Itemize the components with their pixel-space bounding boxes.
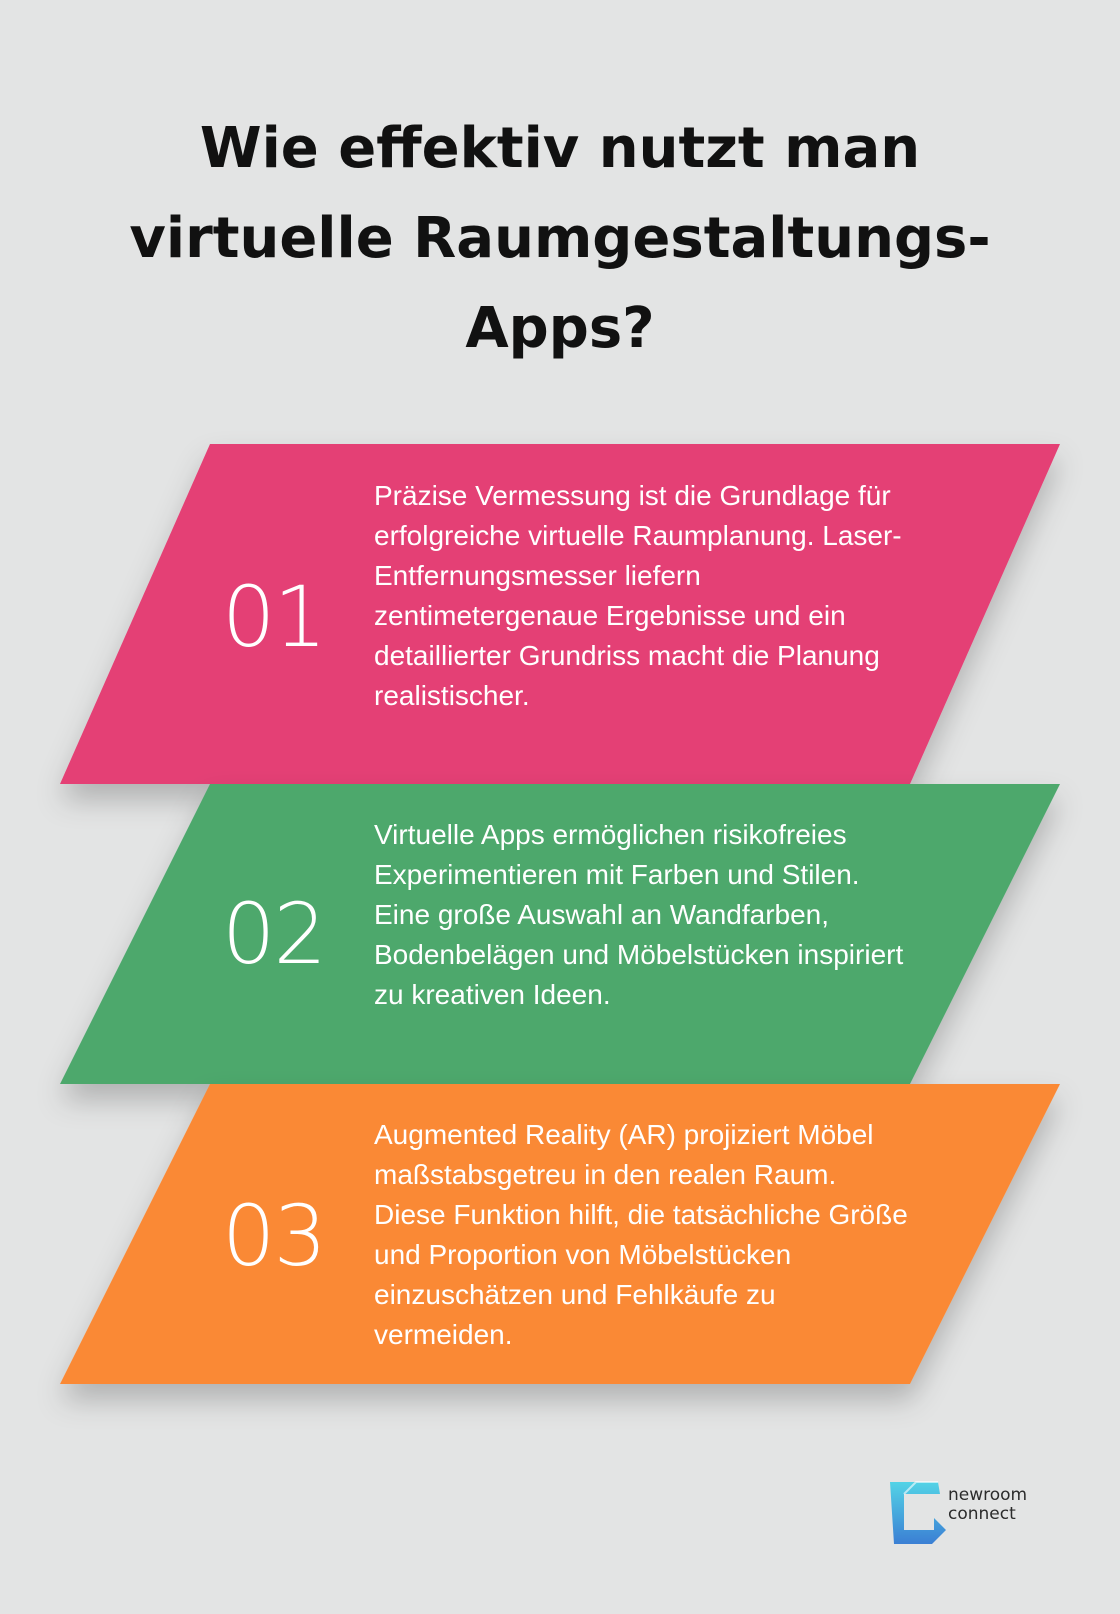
page-title: Wie effektiv nutzt man virtuelle Raumgestaltungs-Apps? <box>129 116 991 361</box>
step-description: Präzise Vermessung ist die Grundlage für erfolgreiche virtuelle Raumplanung. Laser-Entfernungsmesser liefern zentimetergenaue Ergebnisse und ein detaillierter Grundriss macht die Planung realistischer. <box>374 480 902 711</box>
step-card-02 <box>60 784 1060 1084</box>
logo-wordmark <box>948 1486 1027 1524</box>
step-number: 03 <box>222 1187 325 1285</box>
step-card-03 <box>60 1084 1060 1384</box>
logo-line-1: newroom <box>948 1485 1028 1505</box>
logo-line-2: connect <box>948 1504 1016 1524</box>
step-number: 02 <box>222 885 325 983</box>
step-description: Augmented Reality (AR) projiziert Möbel maßstabsgetreu in den realen Raum. Diese Funktion hilft, die tatsächliche Größe und Proportion von Möbelstücken einzuschätzen und Fehlkäufe zu vermeiden. <box>374 1119 908 1350</box>
step-card-01 <box>60 444 1060 784</box>
step-number: 01 <box>222 568 325 666</box>
brand-logo <box>888 1478 1088 1548</box>
step-description: Virtuelle Apps ermöglichen risikofreies Experimentieren mit Farben und Stilen. Eine große Auswahl an Wandfarben, Bodenbelägen und Möbelstücken inspiriert zu kreativen Ideen. <box>374 819 904 1010</box>
